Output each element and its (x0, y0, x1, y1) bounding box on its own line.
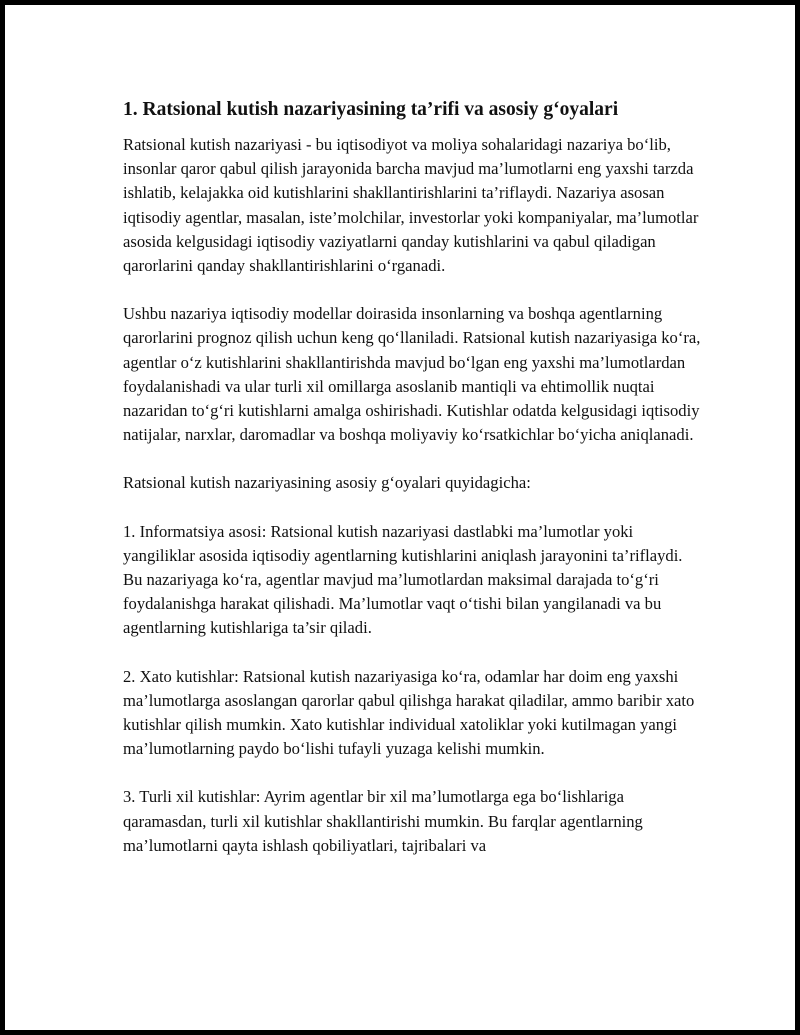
paragraph-ideas-intro: Ratsional kutish nazariyasining asosiy g‘oyalari quyidagicha: (123, 473, 531, 493)
paragraph-wrong-expectations: 2. Xato kutishlar: Ratsional kutish nazariyasiga ko‘ra, odamlar har doim eng yaxshi ma’lumotlarga asoslangan qarorlar qabul qilishga harakat qiladilar, ammo baribir xato kutishlar qilish mumkin. Xato kutishlar individual xatoliklar yoki kutilmagan yangi ma’lumotlarning paydo bo‘lishi tufayli yuzaga kelishi mumkin. (123, 666, 695, 759)
paragraph-different-expectations: 3. Turli xil kutishlar: Ayrim agentlar bir xil ma’lumotlarga ega bo‘lishlariga qaramasdan, turli xil kutishlar shakllantirishi mumkin. Bu farqlar agentlarning ma’lumotlarni qayta ishlash qobiliyatlari, tajribalari va (123, 787, 643, 855)
paragraph-usage: Ushbu nazariya iqtisodiy modellar doirasida insonlarning va boshqa agentlarning qarorlarini prognoz qilish uchun keng qo‘llaniladi. Ratsional kutish nazariyasiga ko‘ra, agentlar o‘z kutishlarini shakllantirishda mavjud bo‘lgan eng yaxshi ma’lumotlardan foydalanishadi va ular turli xil omillarga asoslanib mantiqli va ehtimollik nuqtai nazaridan to‘g‘ri kutishlarni amalga oshirishadi. Kutishlar odatda kelgusidagi iqtisodiy natijalar, narxlar, daromadlar va boshqa moliyaviy ko‘rsatkichlar bo‘yicha aniqlanadi. (123, 304, 701, 445)
paragraph-information-basis: 1. Informatsiya asosi: Ratsional kutish nazariyasi dastlabki ma’lumotlar yoki yangiliklar asosida iqtisodiy agentlarning kutishlarini aniqlash jarayonini ta’riflaydi. Bu nazariyaga ko‘ra, agentlar mavjud ma’lumotlardan maksimal darajada to‘g‘ri foydalanishga harakat qilishadi. Ma’lumotlar vaqt o‘tishi bilan yangilanadi va bu agentlarning kutishlariga ta’sir qiladi. (123, 521, 683, 638)
section-heading: 1. Ratsional kutish nazariyasining ta’rifi va asosiy g‘oyalari (123, 99, 619, 120)
document-body (123, 97, 703, 882)
paragraph-definition: Ratsional kutish nazariyasi - bu iqtisodiyot va moliya sohalaridagi nazariya bo‘lib, insonlar qaror qabul qilish jarayonida barcha mavjud ma’lumotlarni eng yaxshi tarzda ishlatib, kelajakka oid kutishlarini shakllantirishlarini ta’riflaydi. Nazariya asosan iqtisodiy agentlar, masalan, iste’molchilar, investorlar yoki kompaniyalar, ma’lumotlar asosida kelgusidagi iqtisodiy vaziyatlarni qanday kutishlarini va qabul qiladigan qarorlarini qanday shakllantirishlarini o‘rganadi. (123, 135, 699, 276)
